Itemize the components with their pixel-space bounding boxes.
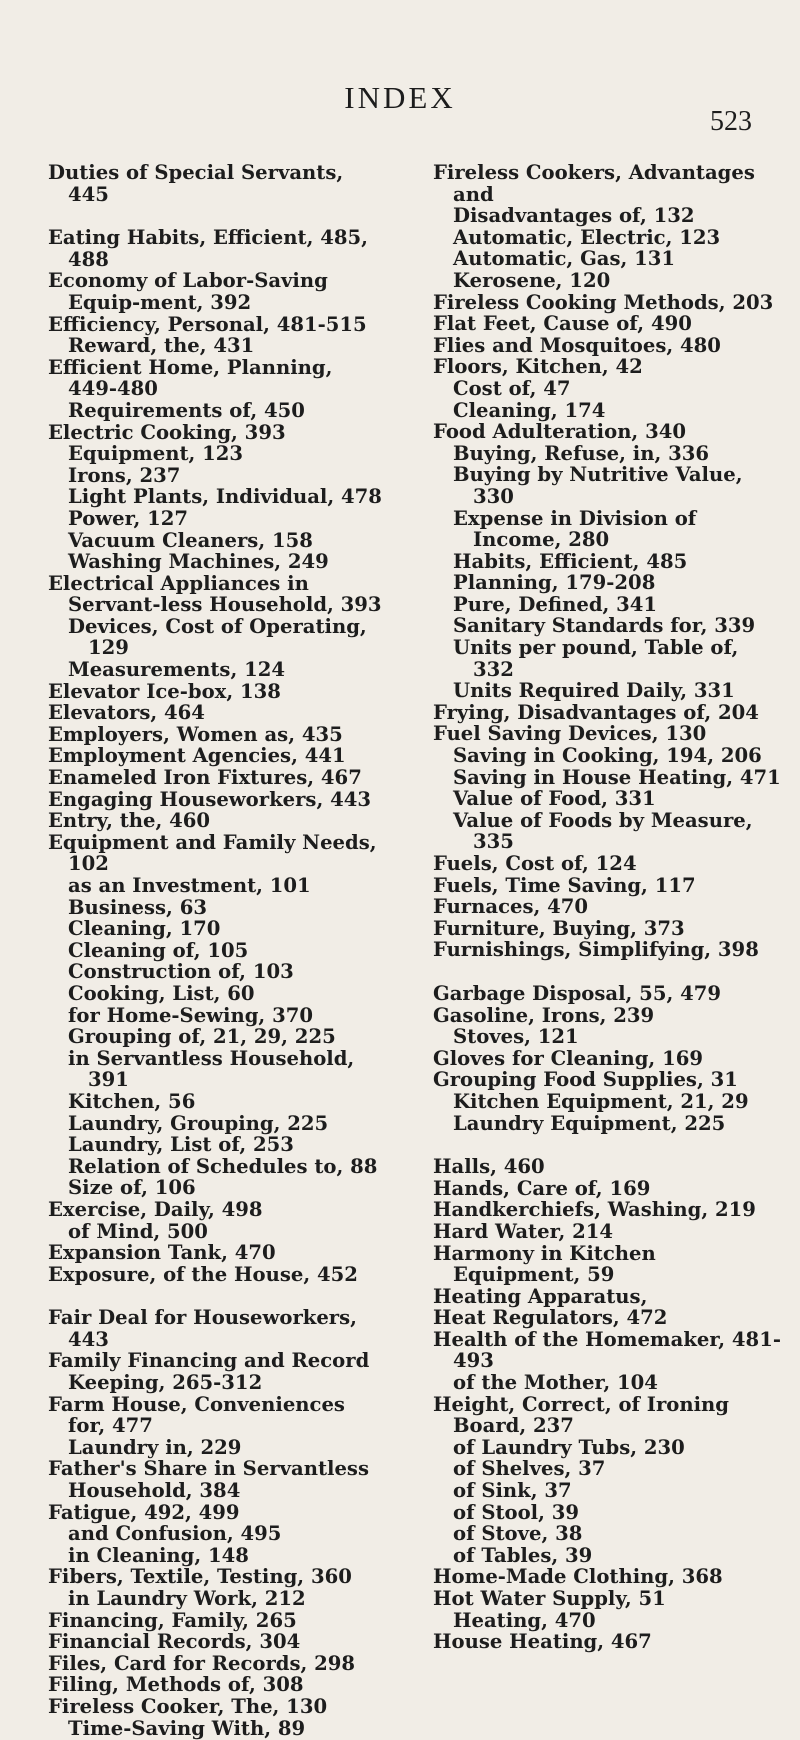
index-subentry: Kerosene, 120 bbox=[453, 268, 611, 292]
index-subentry: Laundry Equipment, 225 bbox=[453, 1111, 726, 1135]
index-entry: Gasoline, Irons, 239 bbox=[433, 1003, 655, 1027]
index-subentry: and Confusion, 495 bbox=[68, 1522, 282, 1546]
index-subentry: in Laundry Work, 212 bbox=[68, 1587, 306, 1610]
index-entry: Duties of Special Servants, 445 bbox=[48, 161, 344, 206]
section-gap bbox=[433, 961, 781, 983]
index-entry: Employers, Women as, 435 bbox=[48, 722, 343, 746]
index-subentry: Laundry, List of, 253 bbox=[68, 1133, 294, 1157]
index-subentry: Habits, Efficient, 485 bbox=[453, 549, 688, 573]
index-subentry: Buying by Nutritive Value, 330 bbox=[453, 463, 743, 508]
index-subentry: Units per pound, Table of, 332 bbox=[453, 636, 739, 681]
index-subentry: Cleaning of, 105 bbox=[68, 938, 249, 962]
index-entry: Hard Water, 214 bbox=[433, 1219, 614, 1243]
index-entry: Fuels, Time Saving, 117 bbox=[433, 873, 696, 897]
index-entry: Electric Cooking, 393 bbox=[48, 420, 286, 444]
index-subentry: Time-Saving With, 89 bbox=[68, 1716, 306, 1740]
index-entry: Electrical Appliances in Servant-less Household, 393 bbox=[48, 571, 382, 617]
index-subentry: Expense in Division of Income, 280 bbox=[453, 506, 697, 552]
index-subentry: in Cleaning, 148 bbox=[68, 1543, 249, 1567]
index-entry: Fireless Cooking Methods, 203 bbox=[433, 290, 774, 314]
index-subentry: Kitchen Equipment, 21, 29 bbox=[453, 1089, 749, 1113]
index-subentry: Stoves, 121 bbox=[453, 1025, 579, 1049]
index-subentry: of Shelves, 37 bbox=[453, 1457, 606, 1481]
index-entry: Elevators, 464 bbox=[48, 701, 205, 725]
index-subentry: for Home-Sewing, 370 bbox=[68, 1003, 313, 1027]
index-entry: Furnishings, Simplifying, 398 bbox=[433, 938, 759, 962]
index-entry: Food Adulteration, 340 bbox=[433, 420, 686, 444]
index-entry: Exposure, of the House, 452 bbox=[48, 1262, 358, 1286]
index-entry: Heating Apparatus, bbox=[433, 1284, 648, 1308]
index-subentry: Sanitary Standards for, 339 bbox=[453, 614, 756, 638]
index-entry: Frying, Disadvantages of, 204 bbox=[433, 700, 759, 724]
index-subentry: Measurements, 124 bbox=[68, 658, 285, 682]
index-subentry: Equipment, 123 bbox=[68, 442, 244, 466]
index-subentry: Saving in Cooking, 194, 206 bbox=[453, 744, 762, 768]
index-entry: Father's Share in Servantless Household, 384 bbox=[48, 1457, 369, 1503]
index-entry: Fair Deal for Houseworkers, 443 bbox=[48, 1306, 357, 1351]
index-entry: Fireless Cooker, The, 130 bbox=[48, 1694, 328, 1718]
index-subentry: Vacuum Cleaners, 158 bbox=[68, 528, 313, 552]
index-column-left bbox=[48, 162, 388, 1739]
index-entry: Hands, Care of, 169 bbox=[433, 1176, 651, 1200]
page-title: INDEX bbox=[344, 80, 456, 115]
index-subentry: Requirements of, 450 bbox=[68, 398, 305, 422]
section-gap bbox=[48, 205, 388, 227]
index-entry: Files, Card for Records, 298 bbox=[48, 1651, 356, 1675]
index-subentry: of Sink, 37 bbox=[453, 1479, 572, 1503]
index-entry: Fatigue, 492, 499 bbox=[48, 1500, 240, 1524]
index-subentry: Laundry, Grouping, 225 bbox=[68, 1111, 329, 1135]
index-subentry: Automatic, Electric, 123 bbox=[453, 225, 721, 249]
section-gap bbox=[48, 1285, 388, 1307]
index-subentry: as an Investment, 101 bbox=[68, 874, 311, 897]
index-entry: Fibers, Textile, Testing, 360 bbox=[48, 1565, 352, 1589]
index-entry: Family Financing and Record Keeping, 265-312 bbox=[48, 1349, 370, 1395]
index-subentry: Business, 63 bbox=[68, 895, 207, 919]
section-gap bbox=[433, 1134, 781, 1156]
index-entry: Exercise, Daily, 498 bbox=[48, 1197, 263, 1221]
index-entry: Fireless Cookers, Advantages and bbox=[433, 161, 755, 206]
index-subentry: Value of Foods by Measure, 335 bbox=[453, 808, 753, 854]
index-entry: Efficiency, Personal, 481-515 bbox=[48, 312, 367, 336]
index-subentry: Value of Food, 331 bbox=[453, 787, 656, 811]
index-entry: Grouping Food Supplies, 31 bbox=[433, 1068, 738, 1092]
index-subentry: of Stool, 39 bbox=[453, 1500, 580, 1524]
index-entry: Financial Records, 304 bbox=[48, 1630, 301, 1654]
index-entry: Halls, 460 bbox=[433, 1155, 545, 1179]
index-subentry: Units Required Daily, 331 bbox=[453, 679, 735, 703]
index-entry: Heat Regulators, 472 bbox=[433, 1306, 668, 1330]
index-entry: Health of the Homemaker, 481-493 bbox=[433, 1327, 781, 1373]
index-entry: Expansion Tank, 470 bbox=[48, 1241, 276, 1265]
index-subentry: Washing Machines, 249 bbox=[68, 550, 329, 574]
index-entry: Filing, Methods of, 308 bbox=[48, 1673, 304, 1697]
index-entry: Gloves for Cleaning, 169 bbox=[433, 1046, 703, 1070]
index-subentry: in Servantless Household, 391 bbox=[68, 1046, 355, 1092]
index-subentry: Size of, 106 bbox=[68, 1176, 196, 1200]
index-subentry: Cooking, List, 60 bbox=[68, 981, 255, 1005]
index-entry: Enameled Iron Fixtures, 467 bbox=[48, 766, 362, 790]
index-entry: Economy of Labor-Saving Equip-ment, 392 bbox=[48, 269, 328, 314]
index-entry: Floors, Kitchen, 42 bbox=[433, 355, 643, 379]
index-subentry: Laundry in, 229 bbox=[68, 1435, 242, 1459]
index-subentry: of Stove, 38 bbox=[453, 1522, 583, 1546]
index-entry: Financing, Family, 265 bbox=[48, 1608, 297, 1632]
index-subentry: Kitchen, 56 bbox=[68, 1089, 196, 1113]
index-subentry: Light Plants, Individual, 478 bbox=[68, 485, 382, 509]
index-subentry: Grouping of, 21, 29, 225 bbox=[68, 1025, 336, 1049]
index-entry: Handkerchiefs, Washing, 219 bbox=[433, 1198, 756, 1222]
index-entry: Flat Feet, Cause of, 490 bbox=[433, 312, 692, 336]
index-subentry: Planning, 179-208 bbox=[453, 571, 656, 595]
index-entry: Farm House, Conveniences for, 477 bbox=[48, 1392, 345, 1438]
index-subentry: Buying, Refuse, in, 336 bbox=[453, 441, 710, 465]
index-subentry: Automatic, Gas, 131 bbox=[453, 247, 676, 271]
index-subentry: Cleaning, 174 bbox=[453, 398, 606, 422]
index-column-right bbox=[433, 162, 781, 1653]
index-entry: Elevator Ice-box, 138 bbox=[48, 679, 281, 703]
index-entry: Garbage Disposal, 55, 479 bbox=[433, 981, 721, 1005]
index-subentry: of Laundry Tubs, 230 bbox=[453, 1435, 685, 1459]
index-entry: Eating Habits, Efficient, 485, 488 bbox=[48, 226, 368, 271]
index-entry: Fuel Saving Devices, 130 bbox=[433, 722, 707, 746]
index-subentry: of the Mother, 104 bbox=[453, 1371, 658, 1395]
index-entry: Height, Correct, of Ironing Board, 237 bbox=[433, 1392, 729, 1438]
index-subentry: Relation of Schedules to, 88 bbox=[68, 1154, 378, 1178]
index-subentry: Devices, Cost of Operating, 129 bbox=[68, 614, 367, 660]
index-subentry: Power, 127 bbox=[68, 506, 189, 530]
index-entry: Employment Agencies, 441 bbox=[48, 744, 346, 768]
index-entry: Engaging Houseworkers, 443 bbox=[48, 787, 372, 811]
index-subentry: of Mind, 500 bbox=[68, 1219, 208, 1243]
index-entry: Entry, the, 460 bbox=[48, 809, 211, 833]
index-subentry: Pure, Defined, 341 bbox=[453, 592, 658, 616]
index-subentry: Disadvantages of, 132 bbox=[453, 204, 695, 228]
index-subentry: of Tables, 39 bbox=[453, 1543, 593, 1567]
index-subentry: Irons, 237 bbox=[68, 463, 181, 487]
index-entry: Flies and Mosquitoes, 480 bbox=[433, 333, 721, 357]
index-entry: Equipment and Family Needs, 102 bbox=[48, 830, 377, 876]
index-subentry: Heating, 470 bbox=[453, 1608, 596, 1632]
index-entry: Home-Made Clothing, 368 bbox=[433, 1565, 723, 1589]
index-subentry: Cleaning, 170 bbox=[68, 917, 221, 941]
index-subentry: Saving in House Heating, 471 bbox=[453, 765, 781, 789]
index-subentry: Construction of, 103 bbox=[68, 960, 294, 984]
index-subentry: Reward, the, 431 bbox=[68, 334, 255, 358]
index-entry: Furniture, Buying, 373 bbox=[433, 916, 685, 940]
index-entry: Hot Water Supply, 51 bbox=[433, 1587, 666, 1610]
index-entry: House Heating, 467 bbox=[433, 1630, 652, 1654]
index-entry: Furnaces, 470 bbox=[433, 895, 589, 919]
index-entry: Harmony in Kitchen Equipment, 59 bbox=[433, 1241, 656, 1287]
index-subentry: Cost of, 47 bbox=[453, 376, 571, 400]
index-entry: Fuels, Cost of, 124 bbox=[433, 852, 637, 875]
index-entry: Efficient Home, Planning, 449-480 bbox=[48, 355, 333, 401]
page-number: 523 bbox=[710, 106, 752, 137]
